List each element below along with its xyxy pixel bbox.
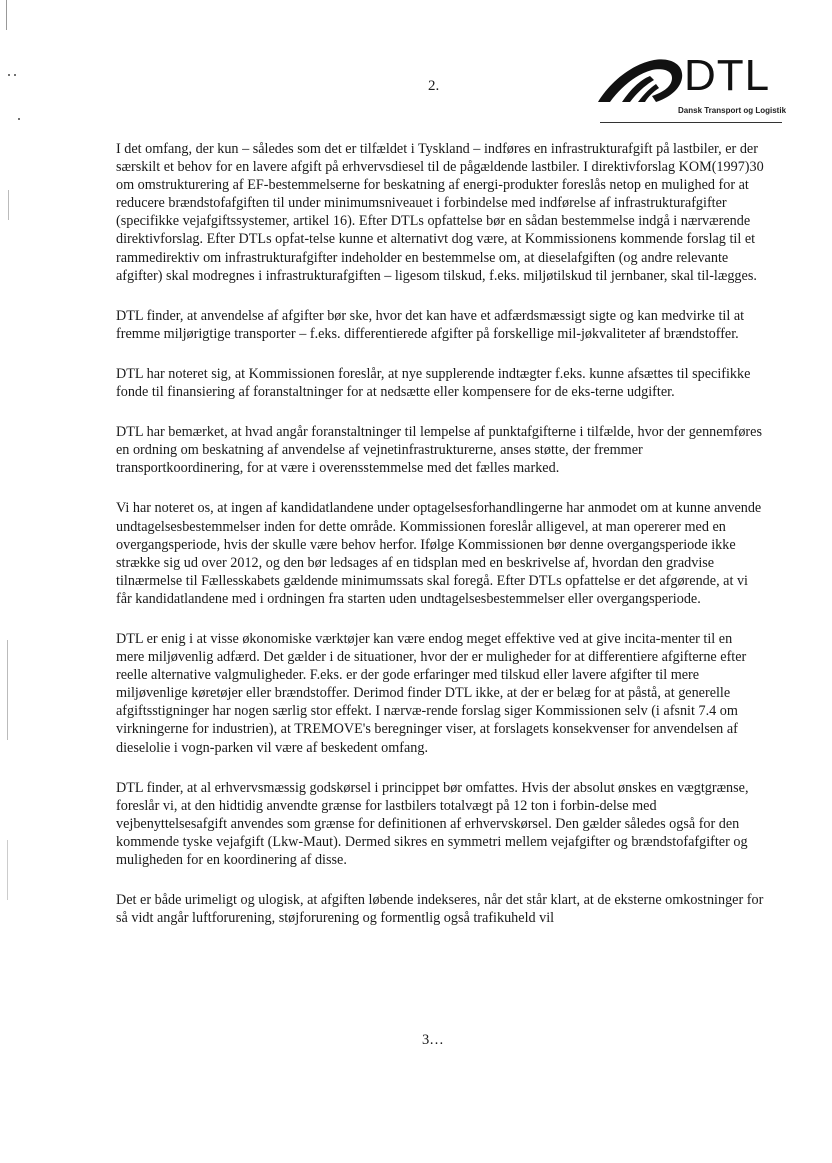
dtl-logo xyxy=(592,52,792,132)
scan-dot xyxy=(14,74,16,76)
scan-margin-line xyxy=(6,0,7,30)
logo-tagline: Dansk Transport og Logistik xyxy=(678,106,787,115)
scan-margin-line xyxy=(7,840,8,900)
paragraph: DTL finder, at al erhvervsmæssig godskørsel i princippet bør omfattes. Hvis der absolut ønskes en vægtgrænse, foreslår vi, at den hidtidig anvendte grænse for lastbilers totalvægt på 12 ton i forbin-delse med vejbenyttelsesafgift anvendes som grænse for definitionen af erhvervskørsel. Den gælder således også for den kommende tyske vejafgift (Lkw-Maut). Dermed sikres en symmetri mellem vejafgifter og brændstofafgifter og muligheden for en koordinering af disse. xyxy=(116,779,749,868)
paragraph: I det omfang, der kun – således som det er tilfældet i Tyskland – indføres en infrastrukturafgift på lastbiler, er der særskilt et behov for en lavere afgift på erhvervsdiesel til de pågældende lastbiler. I direktivforslag KOM(1997)30 om omstrukturering af EF-bestemmelserne for beskatning af energi-produkter foreslås netop en mulighed for at reducere brændstofafgiften til under minimumsniveauet i forbindelse med indførelse af infrastrukturafgifter (specifikke vejafgiftssystemer, artikel 16). Efter DTLs opfattelse bør en sådan bestemmelse indgå i nærværende direktivforslag. Efter DTLs opfat-telse kunne et alternativt dog være, at Kommissionens kommende forslag til et rammedirektiv om infrastrukturafgifter indeholder en bestemmelse om, at dieselafgiften (og andre relevante afgifter) skal modregnes i infrastrukturafgiften – ligesom tilskud, f.eks. miljøtilskud til jernbaner, skal til-lægges. xyxy=(116,141,764,284)
continuation-marker: 3… xyxy=(422,1032,444,1048)
paragraph: Det er både urimeligt og ulogisk, at afgiften løbende indekseres, når det står klart, at de eksterne omkostninger for så vidt angår luftforurening, støjforurening og formentlig også trafikuheld vil xyxy=(116,892,764,927)
scan-dot xyxy=(18,118,20,120)
paragraph: DTL har noteret sig, at Kommissionen foreslår, at nye supplerende indtægter f.eks. kunne afsættes til specifikke fonde til finansiering af foranstaltninger for at nedsætte eller kompensere for de eks-terne udgifter. xyxy=(116,365,751,401)
paragraph: DTL finder, at anvendelse af afgifter bør ske, hvor det kan have et adfærdsmæssigt sigte og kan medvirke til at fremme miljørigtige transporter – f.eks. differentierede afgifter på forskellige mil-jøkvaliteter af brændstoffer. xyxy=(116,307,745,342)
scan-margin-line xyxy=(8,190,9,220)
paragraph: DTL er enig i at visse økonomiske værktøjer kan være endog meget effektive ved at give incita-menter til en mere miljøvenlig adfærd. Det gælder i de situationer, hvor der er muligheder for at differentiere afgifterne efter reelle alternative valgmuligheder. F.eks. er der gode erfaringer med tilskud eller lavere afgifter til mere miljøvenlige køretøjer eller brændstoffer. Derimod finder DTL ikke, at der er belæg for at påstå, at generelle afgiftsstigninger har nogen særlig stor effekt. I nærvæ-rende forslag siger Kommissionen selv (i afsnit 7.4 om virkningerne for industrien), at TREMOVE's beregninger viser, at forslagets konsekvenser for anvendelsen af dieselolie i vogn-parken vil være af beskedent omfang. xyxy=(116,630,747,756)
page-number: 2. xyxy=(428,78,440,94)
dtl-logo-swoosh-icon xyxy=(592,52,692,108)
logo-underline xyxy=(600,122,782,123)
letter-body xyxy=(116,140,764,927)
paragraph: Vi har noteret os, at ingen af kandidatlandene under optagelsesforhandlingerne har anmodet om at kunne anvende undtagelsesbestemmelser inden for dette område. Kommissionen foreslår alligevel, at man opererer med en overgangsperiode, hvis der skulle være behov herfor. Ifølge Kommissionen bør denne overgangsperiode ikke strække sig ud over 2012, og den bør ledsages af en tidsplan med en beskrivelse af, hvordan den gradvise tilnærmelse til Fællesskabets gældende minimumssats skal foregå. Efter DTLs opfattelse er det afgørende, at vi får kandidatlandene med i ordningen fra starten uden undtagelsesbestemmelser eller overgangsperiode. xyxy=(116,500,762,607)
paragraph: DTL har bemærket, at hvad angår foranstaltninger til lempelse af punktafgifterne i tilfælde, hvor der gennemføres en ordning om beskatning af anvendelse af vejnetinfrastrukturerne, anses støtte, der fremmer transportkoordinering, for at være i overensstemmelse med det fælles marked. xyxy=(116,424,762,477)
logo-wordmark: DTL xyxy=(684,51,771,100)
scan-margin-line xyxy=(7,640,8,740)
scan-dot xyxy=(8,74,10,76)
